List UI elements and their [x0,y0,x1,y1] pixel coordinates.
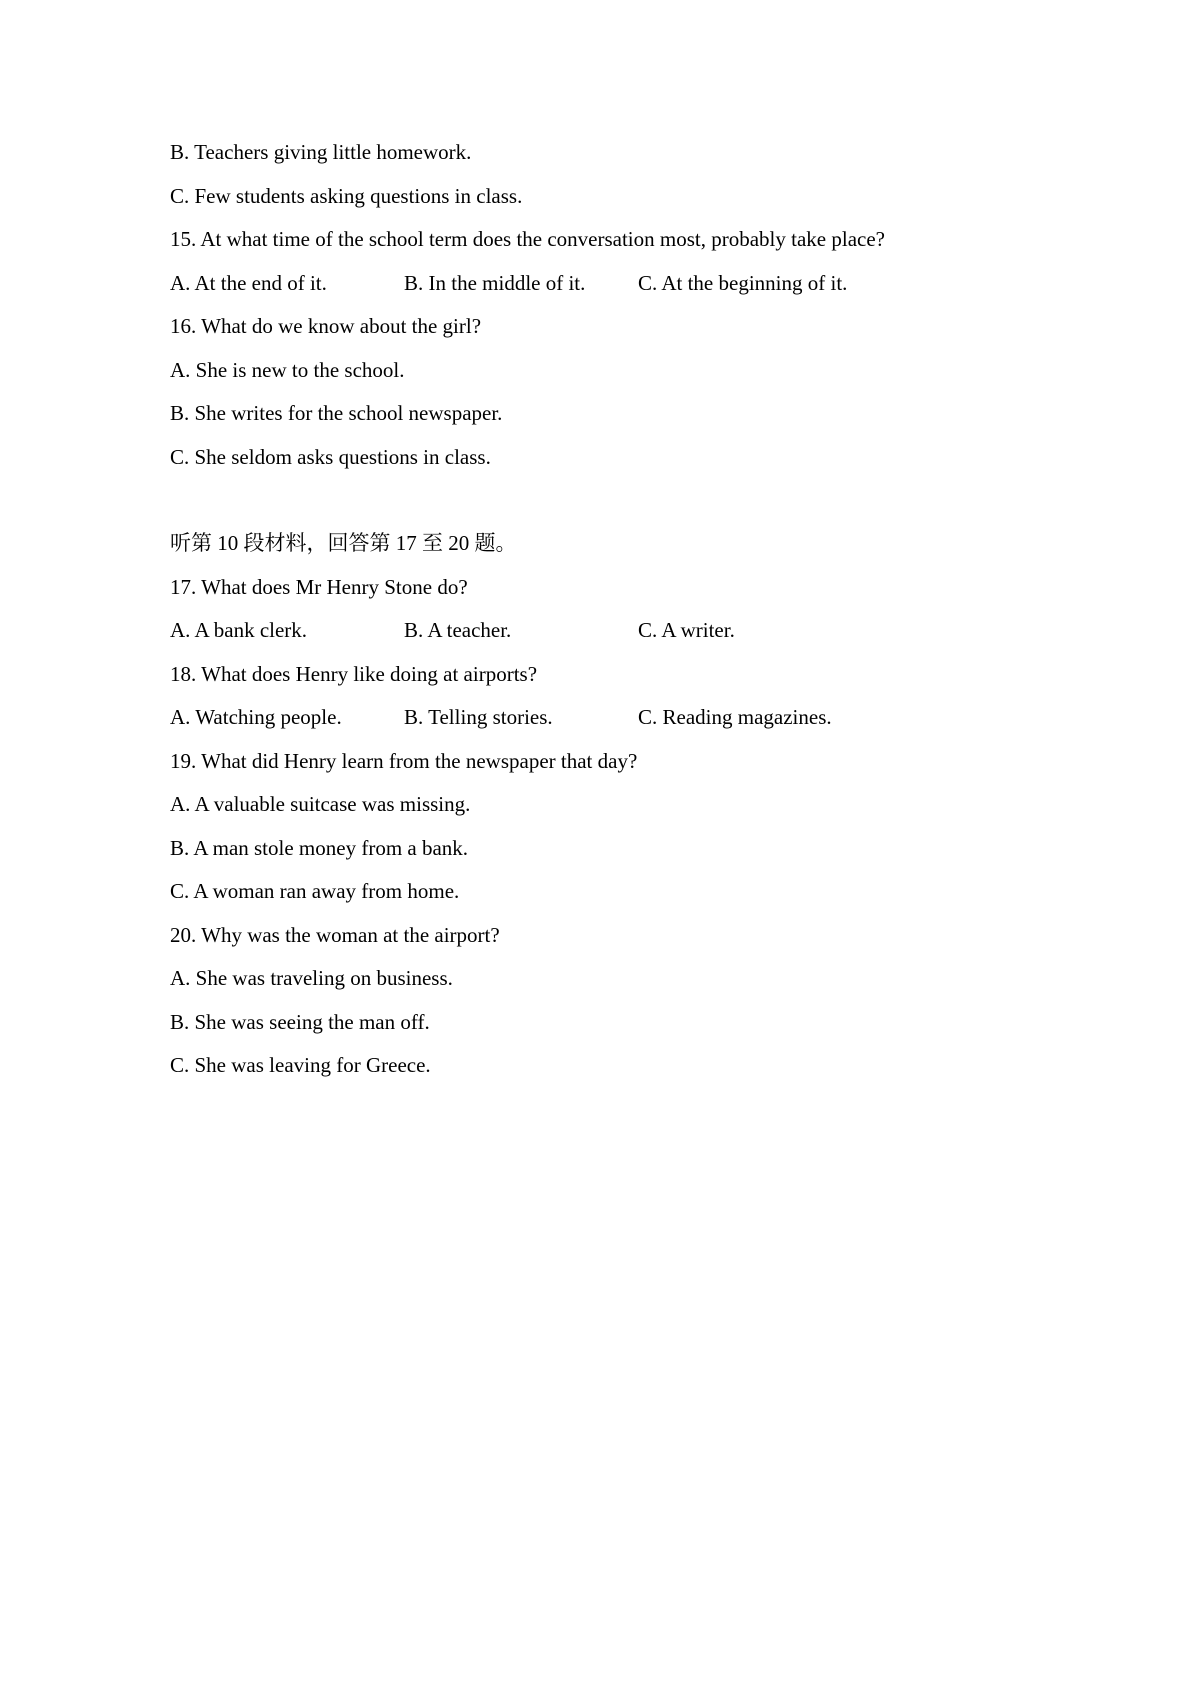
option-part: C. At the beginning of it. [638,270,848,295]
text-line: B. She writes for the school newspaper. [170,401,503,425]
text-line: 16. What do we know about the girl? [170,314,482,338]
option-part: B. A teacher. [404,618,512,642]
text-line: A. She is new to the school. [170,357,405,382]
text-line: C. Few students asking questions in class. [170,183,523,208]
text-line: B. A man stole money from a bank. [170,835,469,860]
answer-options-line [170,269,1120,297]
text-line: C. She seldom asks questions in class. [170,444,491,469]
text-line: 17. What does Mr Henry Stone do? [170,574,468,599]
paragraph-spacer [170,486,1120,529]
text-line: 15. At what time of the school term does the conversation most, probably take place? [170,227,885,251]
text-line: 19. What did Henry learn from the newspaper that day? [170,748,638,773]
text-line: A. She was traveling on business. [170,966,453,990]
option-part: C. Reading magazines. [638,705,832,729]
document-page [170,138,1120,1698]
option-part: A. A bank clerk. [170,618,308,642]
text-line: B. Teachers giving little homework. [170,140,472,164]
text-line: B. She was seeing the man off. [170,1009,430,1034]
option-part: B. Telling stories. [404,705,553,729]
text-line: 听第 10 段材料，回答第 17 至 20 题。 [170,531,517,555]
text-line: 20. Why was the woman at the airport? [170,922,500,947]
option-part: B. In the middle of it. [404,270,586,295]
answer-options-line [170,616,1120,644]
text-line: C. A woman ran away from home. [170,879,460,903]
text-line: C. She was leaving for Greece. [170,1053,431,1077]
answer-options-line [170,703,1120,731]
option-part: A. Watching people. [170,705,342,729]
text-line: 18. What does Henry like doing at airports? [170,661,538,686]
option-part: A. At the end of it. [170,270,327,295]
option-part: C. A writer. [638,618,735,642]
text-line: A. A valuable suitcase was missing. [170,792,471,816]
